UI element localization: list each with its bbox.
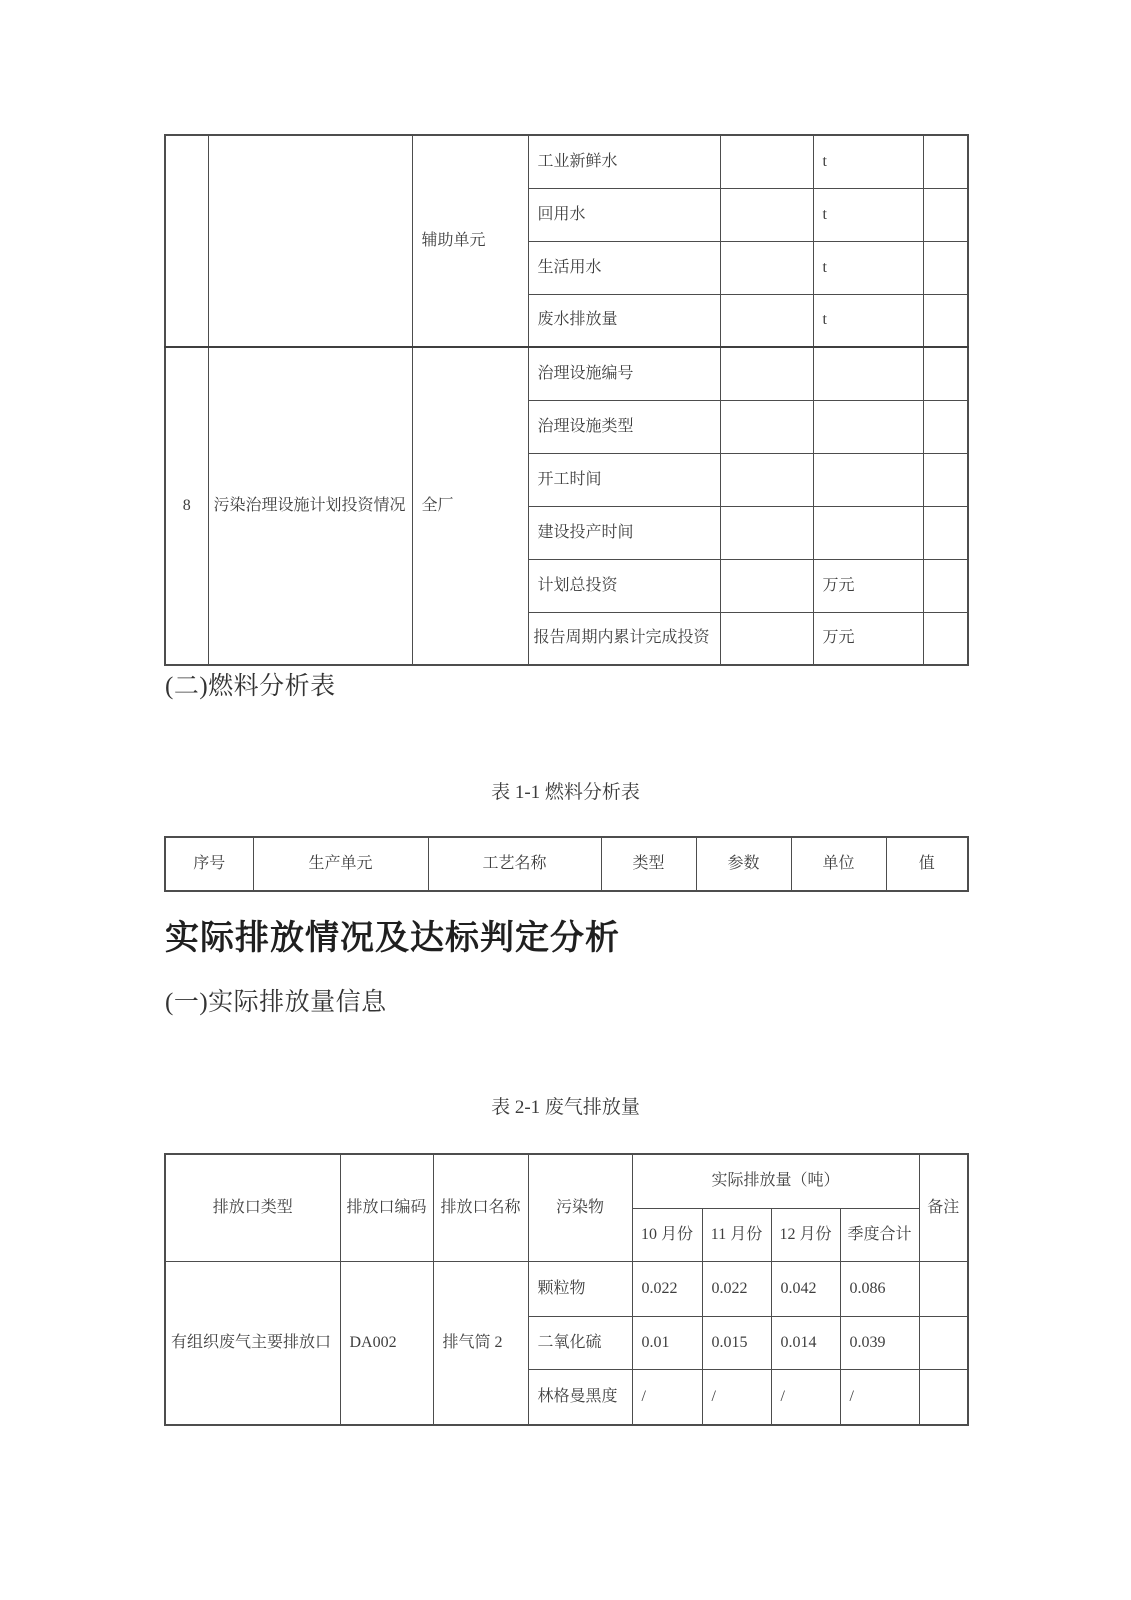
unit-group-cell: 辅助单元 [412, 135, 528, 347]
unit-cell [813, 347, 923, 400]
seq-cell-empty [165, 135, 208, 347]
outlet-name-cell: 排气筒 2 [433, 1261, 528, 1425]
value-cell: / [702, 1369, 771, 1425]
value-cell-empty [720, 135, 813, 188]
note-cell-empty [923, 241, 968, 294]
header-cell: 污染物 [528, 1154, 632, 1261]
item-cell: 开工时间 [528, 453, 720, 506]
header-cell: 值 [886, 837, 968, 891]
header-cell: 排放口类型 [165, 1154, 340, 1261]
facility-investment-table [164, 134, 969, 666]
header-cell-group: 实际排放量（吨） [632, 1154, 919, 1208]
note-cell-empty [923, 188, 968, 241]
unit-cell: t [813, 294, 923, 347]
category-cell: 污染治理设施计划投资情况 [208, 347, 412, 665]
value-cell-empty [720, 559, 813, 612]
unit-cell: t [813, 188, 923, 241]
note-cell-empty [923, 347, 968, 400]
unit-cell [813, 400, 923, 453]
scope-cell: 全厂 [412, 347, 528, 665]
value-cell-empty [720, 453, 813, 506]
value-cell-empty [720, 188, 813, 241]
value-cell-empty [720, 241, 813, 294]
header-cell: 12 月份 [771, 1208, 840, 1261]
header-cell: 11 月份 [702, 1208, 771, 1261]
waste-gas-emission-table [164, 1153, 969, 1426]
header-cell: 备注 [919, 1154, 968, 1261]
table-header-row [165, 837, 968, 891]
value-cell: 0.014 [771, 1316, 840, 1369]
header-cell: 参数 [696, 837, 791, 891]
unit-cell: 万元 [813, 612, 923, 665]
header-cell: 类型 [601, 837, 696, 891]
note-cell-empty [923, 294, 968, 347]
value-cell-empty [720, 400, 813, 453]
note-cell-empty [923, 612, 968, 665]
outlet-type-cell: 有组织废气主要排放口 [165, 1261, 340, 1425]
note-cell [919, 1261, 968, 1316]
table-row [165, 347, 968, 400]
table-header-row [165, 1154, 968, 1208]
header-cell: 10 月份 [632, 1208, 702, 1261]
note-cell-empty [923, 400, 968, 453]
item-cell: 治理设施编号 [528, 347, 720, 400]
chapter-heading: 实际排放情况及达标判定分析 [165, 920, 620, 957]
value-cell-empty [720, 612, 813, 665]
emission-section-heading: (一)实际排放量信息 [165, 989, 387, 1016]
unit-cell [813, 506, 923, 559]
header-cell: 排放口名称 [433, 1154, 528, 1261]
unit-cell [813, 453, 923, 506]
value-cell: 0.042 [771, 1261, 840, 1316]
fuel-section-heading: (二)燃料分析表 [165, 673, 336, 700]
emission-table-caption: 表 2-1 废气排放量 [491, 1097, 640, 1118]
category-cell-empty [208, 135, 412, 347]
pollutant-cell: 颗粒物 [528, 1261, 632, 1316]
value-cell-empty [720, 506, 813, 559]
note-cell-empty [923, 506, 968, 559]
value-cell-empty [720, 347, 813, 400]
unit-cell: t [813, 135, 923, 188]
pollutant-cell: 二氧化硫 [528, 1316, 632, 1369]
item-cell: 生活用水 [528, 241, 720, 294]
pollutant-cell: 林格曼黑度 [528, 1369, 632, 1425]
header-cell: 序号 [165, 837, 253, 891]
item-cell: 回用水 [528, 188, 720, 241]
value-cell: / [840, 1369, 919, 1425]
item-cell: 工业新鲜水 [528, 135, 720, 188]
item-cell: 计划总投资 [528, 559, 720, 612]
header-cell: 排放口编码 [340, 1154, 433, 1261]
value-cell: 0.039 [840, 1316, 919, 1369]
item-cell: 报告周期内累计完成投资 [528, 612, 720, 665]
fuel-analysis-table [164, 836, 969, 892]
note-cell-empty [923, 559, 968, 612]
outlet-code-cell: DA002 [340, 1261, 433, 1425]
header-cell: 工艺名称 [428, 837, 601, 891]
value-cell: 0.015 [702, 1316, 771, 1369]
value-cell: 0.022 [632, 1261, 702, 1316]
header-cell: 季度合计 [840, 1208, 919, 1261]
value-cell-empty [720, 294, 813, 347]
note-cell-empty [923, 453, 968, 506]
header-cell: 单位 [791, 837, 886, 891]
value-cell: 0.022 [702, 1261, 771, 1316]
note-cell-empty [923, 135, 968, 188]
note-cell [919, 1316, 968, 1369]
item-cell: 建设投产时间 [528, 506, 720, 559]
note-cell [919, 1369, 968, 1425]
fuel-table-caption: 表 1-1 燃料分析表 [491, 782, 640, 803]
value-cell: / [632, 1369, 702, 1425]
unit-cell: 万元 [813, 559, 923, 612]
seq-cell: 8 [165, 347, 208, 665]
value-cell: 0.086 [840, 1261, 919, 1316]
item-cell: 治理设施类型 [528, 400, 720, 453]
header-cell: 生产单元 [253, 837, 428, 891]
table-row [165, 135, 968, 188]
value-cell: 0.01 [632, 1316, 702, 1369]
unit-cell: t [813, 241, 923, 294]
item-cell: 废水排放量 [528, 294, 720, 347]
value-cell: / [771, 1369, 840, 1425]
table-row [165, 1261, 968, 1316]
